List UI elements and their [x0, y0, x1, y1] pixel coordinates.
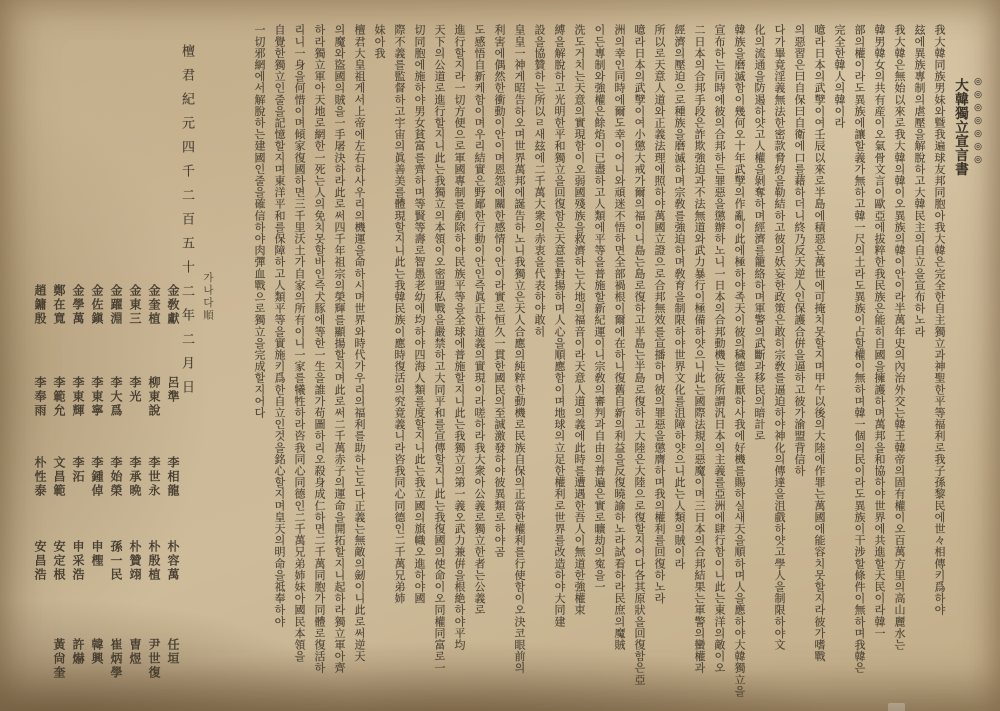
text-column: 洲의幸인同時에爾도幸이어니와頑迷不悟하면全部禍根이爾에在하니復舊自新의利益을反復曉諭하노라試看하라民庶의魔賊: [613, 24, 626, 651]
text-column: 設을協贊하는所以ㄹ새玆에二千萬大衆의赤衷을代表하야敢히: [533, 24, 546, 338]
signatory-name: 朴性泰: [33, 456, 47, 498]
text-column: 다가畢竟淫義無法한密款脅約을勒結하고彼의妖妄한政策은敢히宗敎를逼迫하야神化의傳達을沮戲하얏고學人을制限하야文: [773, 24, 786, 651]
signature-row: [26, 540, 182, 626]
text-column: 縛을解脫하고光明한平和獨立을回復함은天意를對揚하며人心을順應함이며地球의立足한權利로世界를改造하야大同建: [553, 24, 566, 628]
signatory-name: 安昌浩: [33, 540, 47, 582]
signatory-name: 文昌範: [52, 456, 66, 498]
signatory-name: 金東三: [128, 284, 142, 326]
signatory-name: 許爀: [71, 638, 85, 666]
text-column: 所以로天意人道와正義法理에照하야萬國立證으로合邦無效를宣播하며彼의罪惡을懲膺하며我의權利를回復하노라: [653, 24, 666, 604]
signatory-name: 趙鏞殷: [33, 284, 47, 326]
date-day-placeholder: 日: [179, 380, 194, 404]
signature-row: [26, 456, 182, 524]
text-column: 의惡習은曰自保曰自衛에口를藉하더니終乃反天逆人인保護合倂을逼하고彼가渝盟背信하: [793, 24, 806, 477]
text-column: 妹아我: [373, 24, 386, 59]
text-column: 利害에偶然한衝動이안이며恩怨에關한感情이안이라實로恒久一貫한國民의至誠激發하야彼異類로하야곰: [493, 24, 506, 558]
signatory-name: 金學萬: [71, 284, 85, 326]
text-column: 進行할지라一切方便으로軍國專制를剷除하야民族平等을全球에普施할지니此는我獨立의第一義오武力兼倂을根絶하야平均: [453, 24, 466, 651]
text-column: 洗도거치는天意의實現함이오弱國殘族을救濟하는大地의福音이라天意人道의義에此時를遭遇한吾人이無道한強權束: [573, 24, 586, 616]
signatory-name: 金躍淵: [109, 284, 123, 326]
signatory-name: 柳東說: [147, 376, 161, 418]
signatory-name: 黃尙奎: [52, 638, 66, 680]
text-column: 玆에異族專制의虐壓을解脫하고大韓民主의自立을宣布하노라: [913, 24, 926, 338]
signatory-name: 朴殷植: [147, 540, 161, 582]
signatory-name: 李光: [128, 376, 142, 404]
signatory-name: 李承晩: [128, 456, 142, 498]
text-column: 韓族을磨滅함이幾何오十年武孼의作亂이此에極하야족天이彼의穢德을厭하사我에好機를賜하실새天을順하며人을應하야大韓獨立을: [733, 24, 746, 697]
signatory-name: 孫一民: [109, 540, 123, 582]
signatory-name: 崔炳學: [109, 638, 123, 680]
text-column: 리니一身을何惜이며傾家復國하면三千里沃土가自家의所有이니一家를犧牲하라咨我同心同德인二千萬兄弟姉妹아國民本領을: [293, 24, 306, 662]
signatory-name: 李沰: [71, 456, 85, 484]
signatory-name: 李奉雨: [33, 376, 47, 418]
paper-tear-mark: [888, 703, 905, 711]
signatory-name: 金奎植: [147, 284, 161, 326]
signature-row: [26, 284, 182, 368]
text-column: 自覺한獨立인줄을記憶할지며東洋平和를保障하고人類平等을實施키爲한自立인것을銘心할지며皇天의明命을祗奉하야: [273, 24, 286, 628]
declaration-body: [175, 24, 984, 696]
title-circle-marks: ◎◎◎◎◎◎◎: [973, 77, 983, 168]
signatory-name: 申采浩: [71, 540, 85, 582]
signatory-name: 任垣: [166, 638, 180, 666]
text-column: 噫라日本의武孼이여小懲大戒가爾의福이니島는島로復하고半島는半島로復하고大陸은大陸으로復할지어다各其原狀을回復함은亞: [633, 24, 646, 686]
signatory-name: 朴贊翊: [128, 540, 142, 582]
signature-order-label: 가나다順: [202, 272, 214, 322]
signatory-name: 李範允: [52, 376, 66, 418]
signatory-name: 李大爲: [109, 376, 123, 418]
text-column: 完全한韓人의韓이라: [833, 24, 846, 129]
date-era-line: 檀君紀元四千二百五十二年二月: [179, 44, 194, 380]
signature-row: [26, 638, 182, 711]
signatory-name: 曺煜: [128, 638, 142, 666]
text-column: 際不義를監督하고宇宙의眞善美를體現할지니此는我韓民族이應時復活의究竟義니라咨我同心同德인二千萬兄弟姉: [393, 24, 406, 604]
text-column: 切同胞에施하야男女貧富를齊하며等賢等壽로智愚老幼에均하야四海人類를度할지니此는我立國의旗幟오進하야國: [413, 24, 426, 604]
signature-row: [26, 376, 182, 452]
text-column: 의魔와盜國의賊을一手屠決하라此로써四千年祖宗의榮輝를顯揚할지며此로써二千萬赤子의運命을開拓할지니起하라獨立軍아齊: [333, 24, 346, 674]
signatory-name: 鄭在寬: [52, 284, 66, 326]
signatory-name: 金敎獻: [166, 284, 180, 326]
text-column: 噫라日本의武孼이여壬辰以來로半島에積惡은萬世에可掩치못할지며甲午以後의大陸에作罪는萬國에能容치못할지라彼가嗜戰: [813, 24, 826, 662]
signatory-name: 朴容萬: [166, 540, 180, 582]
signatory-name: 金佐鎭: [90, 284, 104, 326]
signature-block: [26, 272, 214, 711]
text-column: 이든專制와強權은餘焰이已盡하고人類에平等을普施할新紀運이니宗敎의審判과自由의普遍은實로曠劫의寃을一: [593, 24, 606, 593]
text-column: 化의流通을防遏하얏고人權을剝奪하며經濟를籠絡하며軍警의武斷과移民의暗計로: [753, 24, 766, 442]
text-column: 一切邪網에서解脫하는建國인줄을確信하야肉彈血戰으로獨立을完成할지어다: [253, 24, 266, 419]
signatory-name: 呂準: [166, 376, 180, 404]
signatory-name: 李世永: [147, 456, 161, 498]
text-column: 二日本의合邦手段은詐欺強迫과不法無道와武力暴行이極備하얏으니此는國際法規의惡魔이며三日本의合邦結果는軍警의蠻權과: [693, 24, 706, 674]
text-column: 도感悟自新케함이며우리結實은野鄙한行動이안인즉眞正한道義의實現이라嗟하라我大衆아公義로獨立한者는公義로: [473, 24, 486, 616]
signatory-name: 李始榮: [109, 456, 123, 498]
text-column: 經濟의壓迫으로種族을磨滅하며宗敎를強迫하며敎育을制限하야世界文化를沮障하얏으니此는人類의賊이라: [673, 24, 686, 570]
signatory-name: 李東輝: [71, 376, 85, 418]
signatory-name: 安定根: [52, 540, 66, 582]
text-column: 我大韓은無始以來로我大韓의韓이오異族의韓이안이라半萬年史의內治外交는韓王韓帝의固有權이오百萬方里의高山麗水는: [893, 24, 906, 651]
signatory-name: 李東寧: [90, 376, 104, 418]
text-column: 皇皇一神게昭告하오며世界萬邦에誕告하노니我獨立은天人合應의純粹한動機로民族自保의正當한權利를行使함이오決코眼前의: [513, 24, 526, 674]
text-column: 天下의公道로進行할지니此는我獨立의本領이오密盟私戰을嚴禁하고大同平和를宣傳할지니此는我復國의使命이오同權同富로一: [433, 24, 446, 674]
signatory-name: 申檉: [90, 540, 104, 568]
text-column: 韓男韓女의共有産이오氣骨文言이歐亞에拔粹한我民族은能히自國을擁護하며萬邦을和協하야世界에共進할天民이라韓一: [873, 24, 886, 639]
text-column: 我大韓同族男妹와曁我遍球友邦同胞아我大韓은完全한自主獨立과神聖한平等福利로我子孫黎民에世々相傳키爲하야: [933, 24, 946, 616]
signatory-name: 韓興: [90, 638, 104, 666]
text-column: 檀君大皇祖게서上帝에左右하사우리의機運을命하시며世界와時代가우리의福利를助하는도다正義는無敵의劒이니此로써逆天: [353, 24, 366, 662]
text-column: 宣布하는同時에彼의合邦하든罪惡을懲辦하노니一日本의合邦動機는彼所謂汎日本의主義를亞洲에肆行함이니此는東洋의敵이오: [713, 24, 726, 674]
text-column: 部의權이라도異族에讓할義가無하고韓一尺의土라도異族이占할權이無하며韓一個의民이라도異族이干涉할條件이無하며我韓은: [853, 24, 866, 674]
document-title: 大韓獨立宣言書: [952, 78, 968, 176]
text-column: 하라獨立軍아天地로網한一死는人의免치못할바인즉犬豚에等한一生을誰가苟圖하리오殺身成仁하면二千萬同胞가同體로復活하: [313, 24, 326, 674]
signatory-name: 李鍾倬: [90, 456, 104, 498]
signatory-name: 李相龍: [166, 456, 180, 498]
signatory-name: 尹世復: [147, 638, 161, 680]
